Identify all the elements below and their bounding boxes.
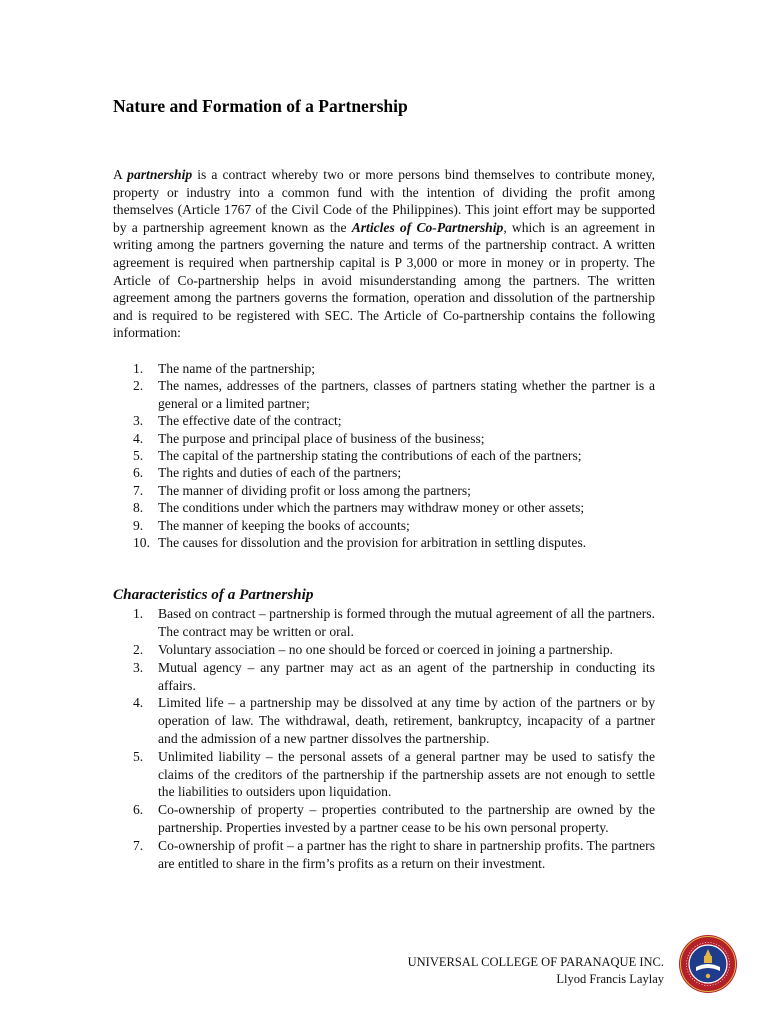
footer-author: Llyod Francis Laylay <box>556 972 664 986</box>
list-item: 2. Voluntary association – no one should be forced or coerced in joining a partnership. <box>133 642 614 657</box>
list-item: 7. The manner of dividing profit or loss among the partners; <box>133 482 471 498</box>
list-item: 8. The conditions under which the partners may withdraw money or other assets; <box>133 500 585 516</box>
list-item: 4. The purpose and principal place of business of the business; <box>133 430 485 446</box>
intro-paragraph <box>113 166 655 342</box>
intro-text-3: , which is an agreement in writing among the partners governing the nature and terms of the partnership contract. A written agreement is required when partnership capital is P 3,000 or more in money or in property. The Article of Co-partnership helps in avoid misunderstanding among the partners. The written agreement among the partners governs the formation, operation and dissolution of the partnership and is required to be registered with SEC. The Article of Co-partnership contains the following information: <box>113 219 655 341</box>
list-item: 1. The name of the partnership; <box>133 360 316 376</box>
document-body <box>113 95 655 872</box>
list-item: 6. The rights and duties of each of the partners; <box>133 465 402 481</box>
list-item: 9. The manner of keeping the books of accounts; <box>133 517 410 533</box>
list-item: 10. The causes for dissolution and the provision for arbitration in settling disputes. <box>133 535 587 550</box>
section-heading-characteristics: Characteristics of a Partnership <box>113 586 314 604</box>
list-item: 1. Based on contract – partnership is formed through the mutual agreement of all the partners. The contract may be written or oral. <box>133 606 655 640</box>
list-item: 6. Co-ownership of property – properties contributed to the partnership are owned by the partnership. Properties invested by a partner cease to be his own personal property. <box>133 802 655 835</box>
page-title: Nature and Formation of a Partnership <box>113 96 408 116</box>
characteristics-list <box>113 605 655 872</box>
list-item: 7. Co-ownership of profit – a partner has the right to share in partnership profits. The partners are entitled to share in the firm’s profits as a return on their investment. <box>133 837 655 871</box>
school-seal-icon <box>678 934 738 994</box>
list-item: 4. Limited life – a partnership may be dissolved at any time by action of the partners or by operation of law. The withdrawal, death, retirement, bankruptcy, incapacity of a partner and the admission of a new partner dissolves the partnership. <box>133 695 655 746</box>
list-item: 5. Unlimited liability – the personal assets of a general partner may be used to satisfy the claims of the creditors of the partnership if the partnership assets are not enough to settle the liabilities to outsiders upon liquidation. <box>133 748 655 800</box>
list-item: 3. The effective date of the contract; <box>133 413 342 429</box>
list-item: 2. The names, addresses of the partners, classes of partners stating whether the partner is a general or a limited partner; <box>133 378 655 411</box>
term-articles-of-co-partnership: Articles of Co-Partnership <box>351 219 504 235</box>
term-partnership: partnership <box>127 167 193 182</box>
list-item: 3. Mutual agency – any partner may act as an agent of the partnership in conducting its affairs. <box>133 659 655 693</box>
intro-text-1: A <box>113 167 128 182</box>
intro-text-2: is a contract whereby two or more persons bind themselves to contribute money, property or industry into a common fund with the intention of dividing the profit among themselves (Article 1767 of the Civil Code of the Philippines). This joint effort may be supported by a partnership agreement known as the <box>113 167 655 235</box>
articles-info-list <box>113 360 655 551</box>
footer-institution: UNIVERSAL COLLEGE OF PARANAQUE INC. <box>407 955 664 969</box>
list-item: 5. The capital of the partnership stating the contributions of each of the partners; <box>133 447 582 463</box>
page-footer <box>408 954 664 988</box>
